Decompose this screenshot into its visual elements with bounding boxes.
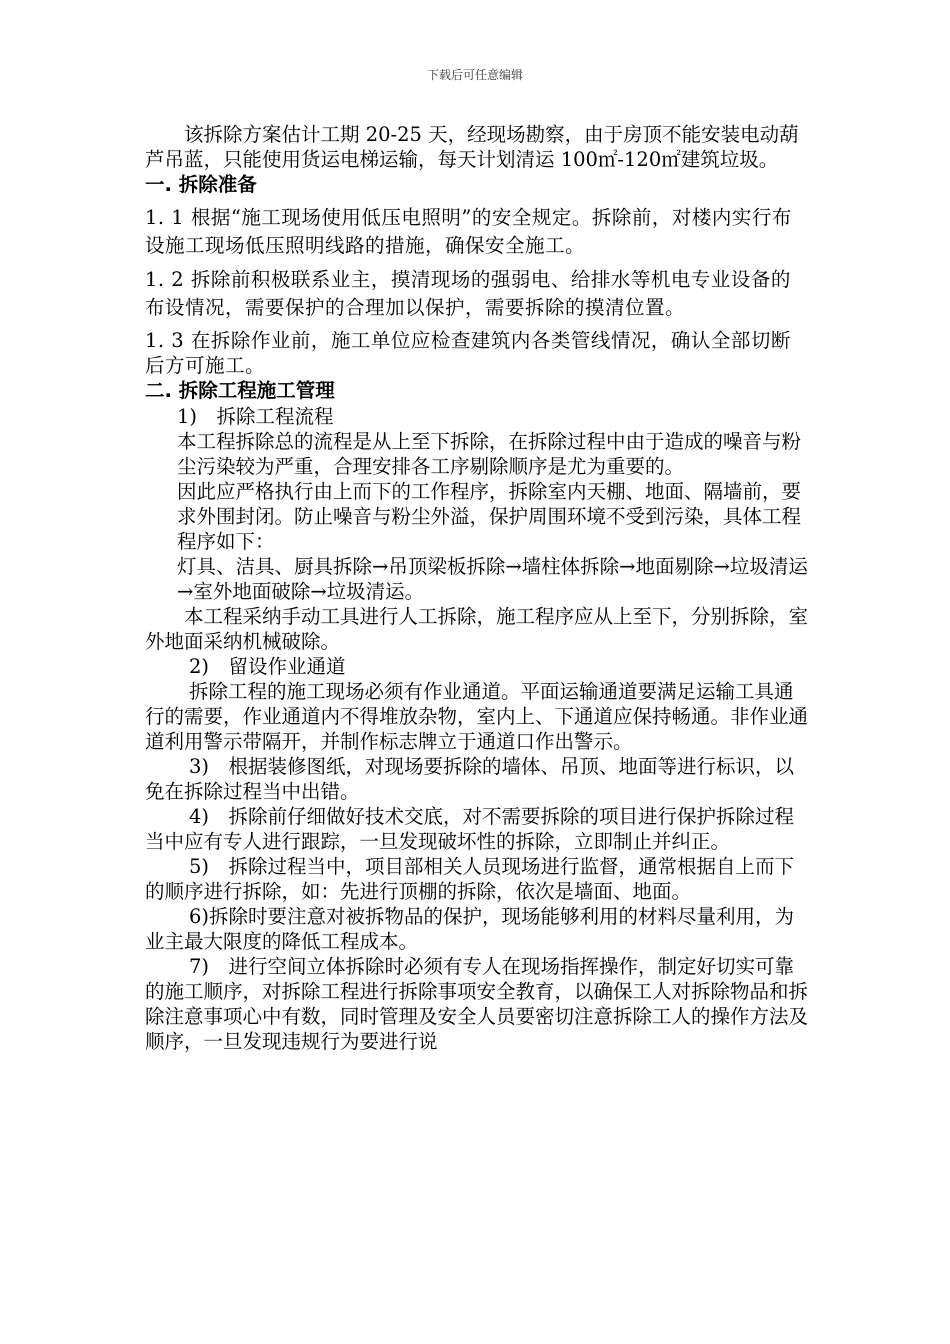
item-4: 4) 拆除前仔细做好技术交底，对不需要拆除的项目进行保护拆除过程当中应有专人进行跟踪，一旦发现破坏性的拆除，立即制止并纠正。 — [145, 805, 795, 853]
item-2-paragraph: 拆除工程的施工现场必须有作业通道。平面运输通道要满足运输工具通行的需要，作业通道内不得堆放杂物，室内上、下通道应保持畅通。非作业通道利用警示带隔开，并制作标志牌立于通道口作出警示。 — [145, 680, 809, 753]
section-1-heading: 一. 拆除准备 — [145, 173, 257, 196]
section-2-heading: 二. 拆除工程施工管理 — [145, 379, 335, 402]
item-6: 6)拆除时要注意对被拆物品的保护，现场能够利用的材料尽量利用，为业主最大限度的降低工程成本。 — [145, 905, 795, 953]
item-2-title: 2) 留设作业通道 — [189, 655, 346, 678]
section-1-item-2: 1. 2 拆除前积极联系业主，摸清现场的强弱电、给排水等机电专业设备的布设情况，需要保护的合理加以保护，需要拆除的摸清位置。 — [145, 268, 791, 319]
item-1-flow: 灯具、洁具、厨具拆除→吊顶梁板拆除→墙柱体拆除→地面剔除→垃圾清运→室外地面破除→垃圾清运。 — [177, 555, 808, 603]
document-body — [145, 122, 810, 1054]
item-1-paragraph-2: 因此应严格执行由上而下的工作程序，拆除室内天棚、地面、隔墙前，要求外围封闭。防止噪音与粉尘外溢，保护周围环境不受到污染，具体工程程序如下： — [177, 480, 802, 553]
item-1-paragraph-4: 本工程采纳手动工具进行人工拆除，施工程序应从上至下，分别拆除，室外地面采纳机械破除。 — [145, 605, 809, 653]
item-1-title: 1) 拆除工程流程 — [177, 405, 334, 428]
intro-paragraph: 该拆除方案估计工期 20-25 天，经现场勘察，由于房顶不能安装电动葫芦吊蓝，只能使用货运电梯运输，每天计划清运 100㎡-120㎡建筑垃圾。 — [145, 123, 799, 171]
section-1-item-1: 1. 1 根据“施工现场使用低压电照明”的安全规定。拆除前，对楼内实行布设施工现场低压照明线路的措施，确保安全施工。 — [145, 206, 792, 257]
page-header: 下载后可任意编辑 — [426, 68, 523, 82]
item-1-paragraph-1: 本工程拆除总的流程是从上至下拆除，在拆除过程中由于造成的噪音与粉尘污染较为严重，合理安排各工序剔除顺序是尤为重要的。 — [177, 430, 802, 478]
item-7: 7) 进行空间立体拆除时必须有专人在现场指挥操作，制定好切实可靠的施工顺序，对拆除工程进行拆除事项安全教育，以确保工人对拆除物品和拆除注意事项心中有数，同时管理及安全人员要密切注意拆除工人的操作方法及顺序，一旦发现违规行为要进行说 — [145, 955, 809, 1053]
section-1-item-3: 1. 3 在拆除作业前，施工单位应检查建筑内各类管线情况，确认全部切断后方可施工。 — [145, 329, 791, 377]
item-5: 5) 拆除过程当中，项目部相关人员现场进行监督，通常根据自上而下的顺序进行拆除，如：先进行顶棚的拆除，依次是墙面、地面。 — [145, 855, 795, 903]
item-3: 3) 根据装修图纸，对现场要拆除的墙体、吊顶、地面等进行标识，以免在拆除过程当中出错。 — [145, 755, 795, 803]
